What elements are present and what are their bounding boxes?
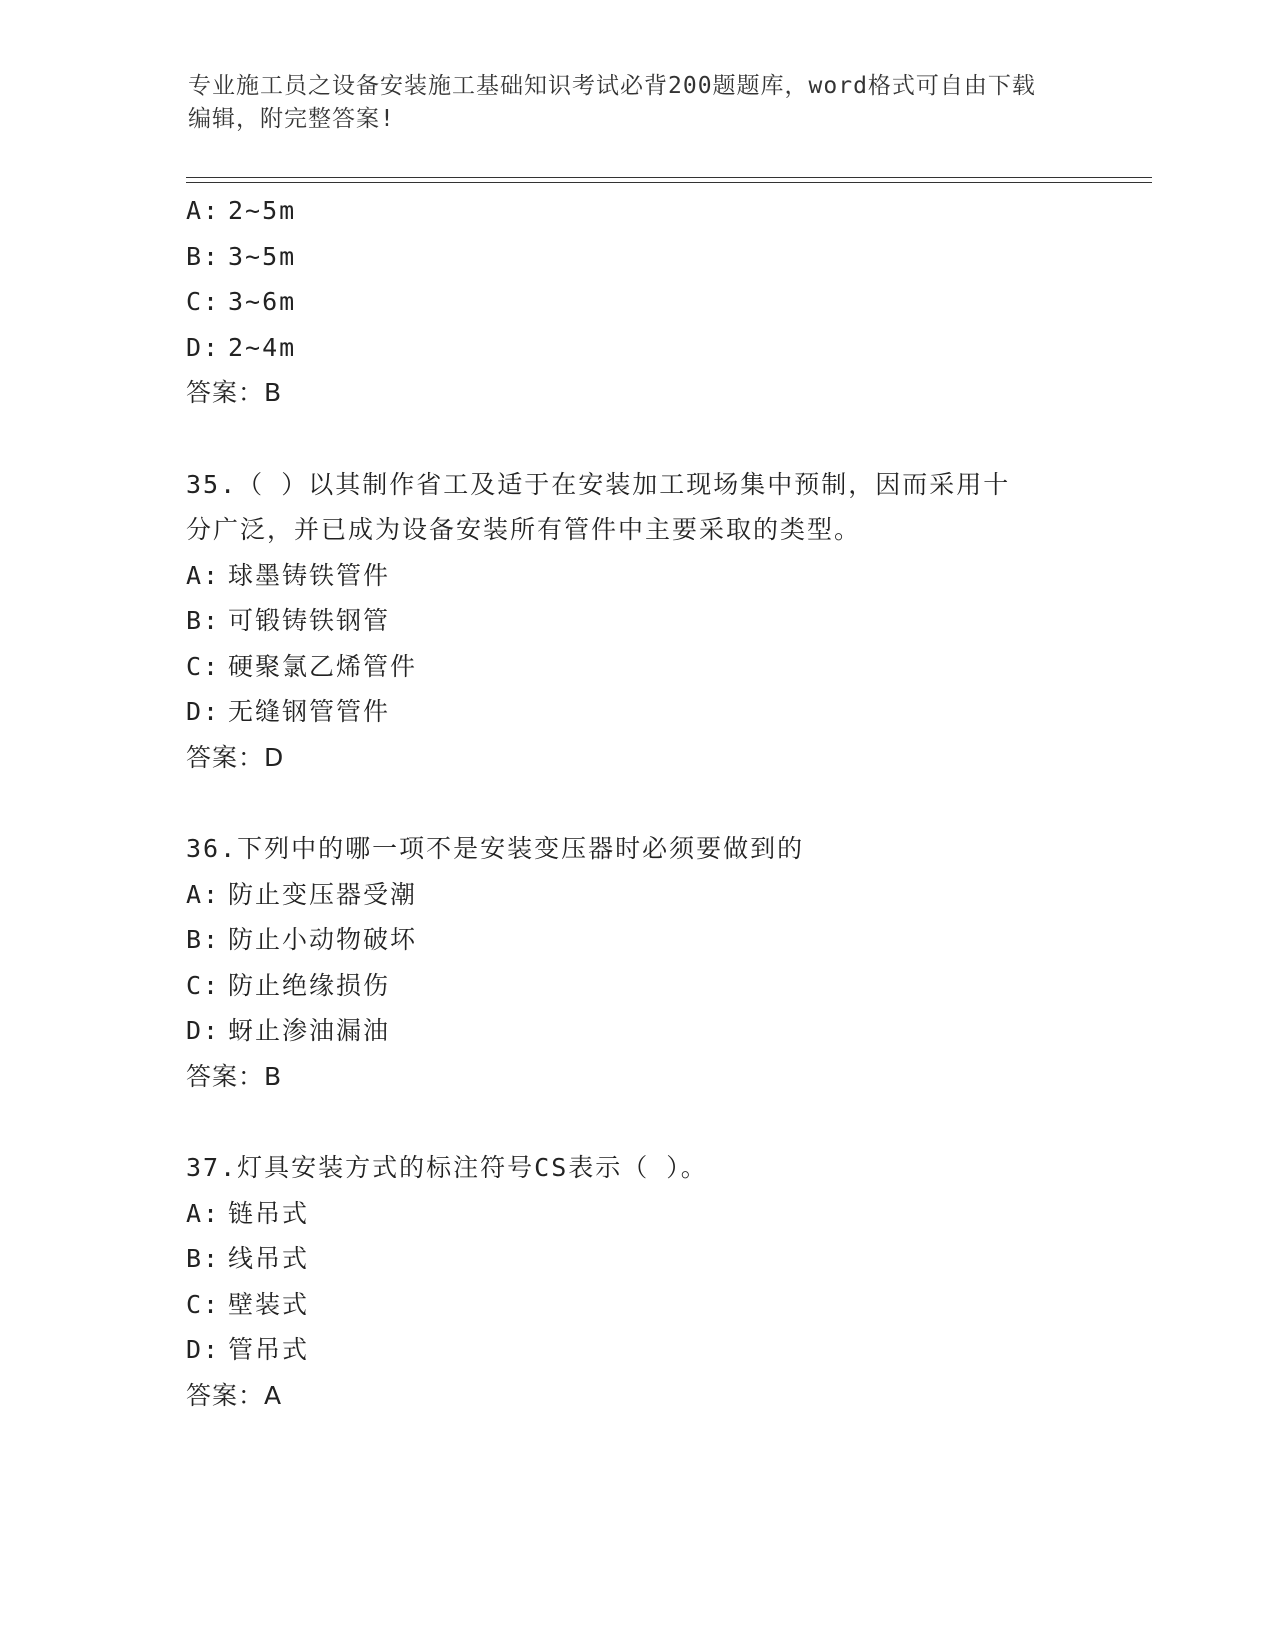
question-34 <box>186 188 1086 416</box>
option-d <box>186 1008 1086 1054</box>
option-text: 硬聚氯乙烯管件 <box>228 651 418 681</box>
question-35 <box>186 462 1086 781</box>
option-b <box>186 598 1086 644</box>
option-text: 2~5m <box>228 196 297 225</box>
option-c <box>186 963 1086 1009</box>
option-text: 链吊式 <box>228 1198 310 1228</box>
option-b <box>186 1236 1086 1282</box>
option-letter: D: <box>186 1335 221 1364</box>
option-letter: A: <box>186 879 221 909</box>
answer <box>186 735 1086 781</box>
option-a <box>186 553 1086 599</box>
header-divider-bottom <box>186 182 1152 183</box>
question-stem-line-1: 35.（ ）以其制作省工及适于在安装加工现场集中预制，因而采用十 <box>186 469 1011 499</box>
option-letter: B: <box>186 925 221 954</box>
question-spacer <box>186 416 1086 462</box>
option-a <box>186 188 1086 234</box>
header-title-line-2: 编辑，附完整答案! <box>188 106 395 132</box>
option-letter: C: <box>186 651 221 681</box>
option-d <box>186 689 1086 735</box>
option-text: 壁装式 <box>228 1289 310 1319</box>
option-a <box>186 1191 1086 1237</box>
answer-value: D <box>264 742 286 772</box>
option-text: 2~4m <box>228 332 297 362</box>
header-title-line-1: 专业施工员之设备安装施工基础知识考试必背200题题库，word格式可自由下载 <box>188 73 1036 99</box>
question-stem: 37.灯具安装方式的标注符号CS表示（ ）。 <box>186 1153 708 1182</box>
answer-label: 答案： <box>186 1380 265 1410</box>
answer-label: 答案： <box>186 742 265 772</box>
option-text: 球墨铸铁管件 <box>228 560 391 590</box>
option-c <box>186 1282 1086 1328</box>
page-header <box>188 70 1088 136</box>
option-letter: C: <box>186 1289 221 1319</box>
option-text: 线吊式 <box>228 1244 310 1273</box>
option-d <box>186 325 1086 371</box>
option-letter: C: <box>186 970 221 1000</box>
option-letter: A: <box>186 560 221 590</box>
option-c <box>186 279 1086 325</box>
answer-value: A <box>264 1380 284 1410</box>
option-letter: D: <box>186 697 221 726</box>
option-letter: C: <box>186 287 221 316</box>
answer-value: B <box>264 378 284 407</box>
question-36 <box>186 826 1086 1099</box>
option-a <box>186 872 1086 918</box>
question-content <box>186 188 1086 1418</box>
option-text: 蚜止渗油漏油 <box>228 1016 391 1045</box>
option-b <box>186 917 1086 963</box>
option-letter: D: <box>186 1016 221 1045</box>
option-text: 防止绝缘损伤 <box>228 970 391 1000</box>
answer <box>186 370 1086 416</box>
question-spacer <box>186 1099 1086 1145</box>
option-letter: D: <box>186 332 221 362</box>
option-text: 3~6m <box>228 287 297 316</box>
option-letter: B: <box>186 241 221 271</box>
question-37 <box>186 1145 1086 1418</box>
question-stem-line-2: 分广泛，并已成为设备安装所有管件中主要采取的类型。 <box>186 515 862 544</box>
answer-value: B <box>264 1061 284 1091</box>
answer-label: 答案： <box>186 1061 265 1091</box>
question-spacer <box>186 780 1086 826</box>
answer-label: 答案： <box>186 378 265 407</box>
option-text: 可锻铸铁钢管 <box>228 606 391 635</box>
question-stem: 36.下列中的哪一项不是安装变压器时必须要做到的 <box>186 834 805 863</box>
option-text: 防止小动物破坏 <box>228 925 418 954</box>
answer <box>186 1373 1086 1419</box>
option-text: 管吊式 <box>228 1335 310 1364</box>
option-text: 防止变压器受潮 <box>228 879 418 909</box>
option-letter: A: <box>186 1198 221 1228</box>
option-b <box>186 234 1086 280</box>
option-text: 无缝钢管管件 <box>228 697 391 726</box>
header-divider-top <box>186 177 1152 178</box>
answer <box>186 1054 1086 1100</box>
option-letter: B: <box>186 606 221 635</box>
option-text: 3~5m <box>228 241 297 271</box>
option-letter: A: <box>186 196 221 225</box>
option-d <box>186 1327 1086 1373</box>
option-letter: B: <box>186 1244 221 1273</box>
option-c <box>186 644 1086 690</box>
